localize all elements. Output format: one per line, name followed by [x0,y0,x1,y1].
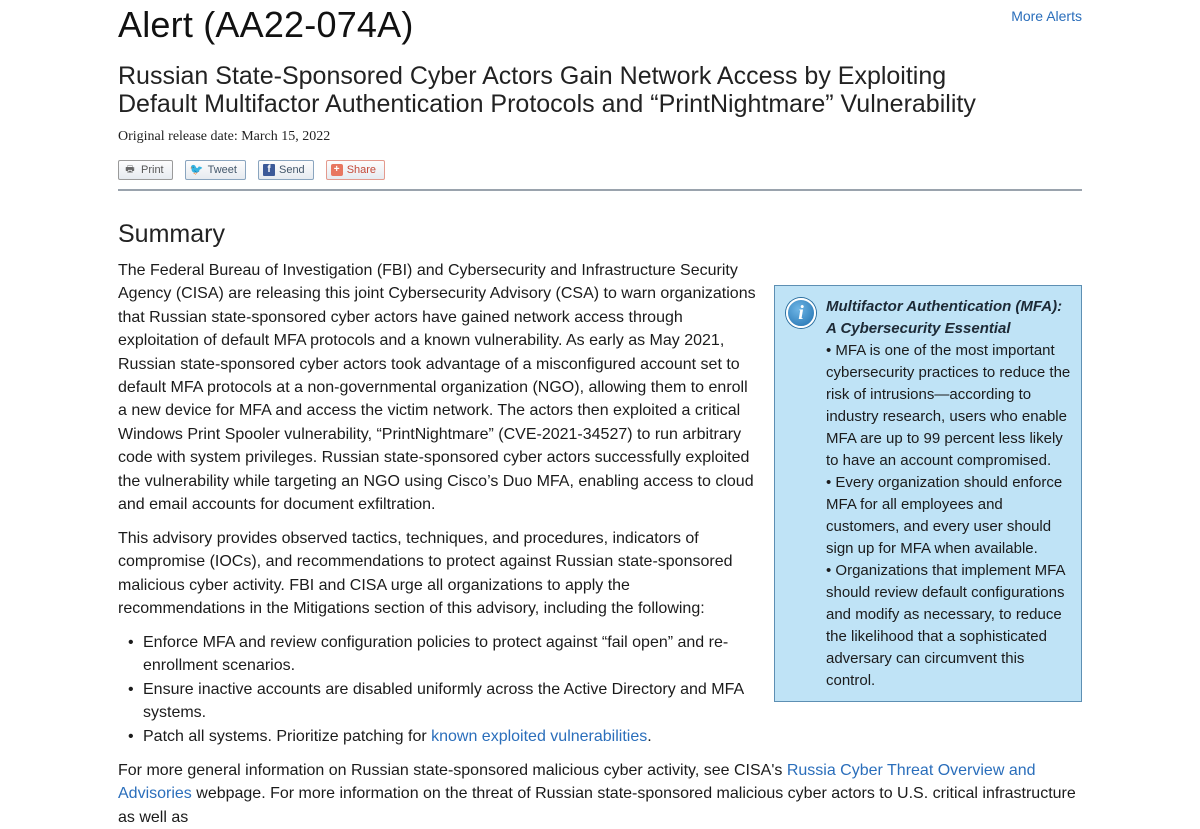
summary-paragraph-2: This advisory provides observed tactics, techniques, and procedures, indicators of compromise (IOCs), and recommendations to protect against Russian state-sponsored malicious cyber activity. FBI and CISA urge all organizations to apply the recommendations in the Mitigations section of this advisory, including the following: [118,530,733,618]
info-box-item-3: • Organizations that implement MFA should review default configurations and modify as necessary, to reduce the likelihood that a sophisticated adversary can circumvent this control. [826,562,1065,689]
list-item: • Ensure inactive accounts are disabled uniformly across the Active Directory and MFA systems. [118,678,758,725]
info-box-item-1: • MFA is one of the most important cybersecurity practices to reduce the risk of intrusions—according to industry research, users who enable MFA are up to 99 percent less likely to have an account compromised. [826,342,1071,469]
facebook-icon: f [263,164,275,176]
alert-id-heading: Alert (AA22-074A) [118,4,414,45]
info-icon: i [786,298,816,328]
paragraph-text: For more general information on Russian state-sponsored malicious cyber activity, see CISA's [118,762,787,779]
release-date: Original release date: March 15, 2022 [118,129,331,144]
list-item-text: Patch all systems. Prioritize patching for [143,727,432,745]
printer-icon: 🖶 [125,164,135,175]
summary-heading: Summary [118,220,225,248]
alert-page [118,0,1082,826]
list-item [118,725,758,748]
share-label: Share [346,164,377,176]
recommendations-list [118,631,758,748]
page-title: Russian State-Sponsored Cyber Actors Gain Network Access by Exploiting Default Multifactor Authentication Protocols and “PrintNightmare” Vulnerability [118,62,976,118]
list-item-suffix: . [647,727,652,745]
paragraph-text-continued: webpage. For more information on the threat of Russian state-sponsored malicious cyber actors to U.S. critical infrastructure as well as [118,785,1076,826]
mfa-info-box [774,285,1082,702]
send-button[interactable] [258,160,314,180]
tweet-label: Tweet [207,164,237,176]
tweet-button[interactable] [185,160,246,180]
summary-paragraph-3 [118,759,1082,829]
known-exploited-vulnerabilities-link[interactable]: known exploited vulnerabilities [431,727,648,745]
list-item: • Enforce MFA and review configuration policies to protect against “fail open” and re-enrollment scenarios. [118,631,758,678]
russia-cyber-threat-link[interactable]: Russia Cyber Threat Overview and Advisories [118,762,1036,803]
share-toolbar [118,160,385,180]
more-alerts-link[interactable]: More Alerts [1011,8,1082,24]
print-button[interactable] [118,160,173,180]
plus-share-icon: + [331,164,343,176]
info-box-item-2: • Every organization should enforce MFA for all employees and customers, and every user should sign up for MFA when available. [826,474,1063,557]
twitter-bird-icon: 🐦 [189,164,204,176]
print-label: Print [141,164,164,176]
share-button[interactable] [326,160,385,180]
send-label: Send [278,164,305,176]
header-divider [118,189,1082,191]
info-box-title: Multifactor Authentication (MFA): A Cybersecurity Essential [826,298,1063,337]
summary-paragraph-1: The Federal Bureau of Investigation (FBI) and Cybersecurity and Infrastructure Security Agency (CISA) are releasing this joint Cybersecurity Advisory (CSA) to warn organizations that Russian state-sponsored cyber actors have gained network access through exploitation of default MFA protocols and a known vulnerability. As early as May 2021, Russian state-sponsored cyber actors took advantage of a misconfigured account set to default MFA protocols at a non-governmental organization (NGO), allowing them to enroll a new device for MFA and access the victim network. The actors then exploited a critical Windows Print Spooler vulnerability, “PrintNightmare” (CVE-2021-34527) to run arbitrary code with system privileges. Russian state-sponsored cyber actors successfully exploited the vulnerability while targeting an NGO using Cisco’s Duo MFA, enabling access to cloud and email accounts for document exfiltration. [118,262,756,514]
